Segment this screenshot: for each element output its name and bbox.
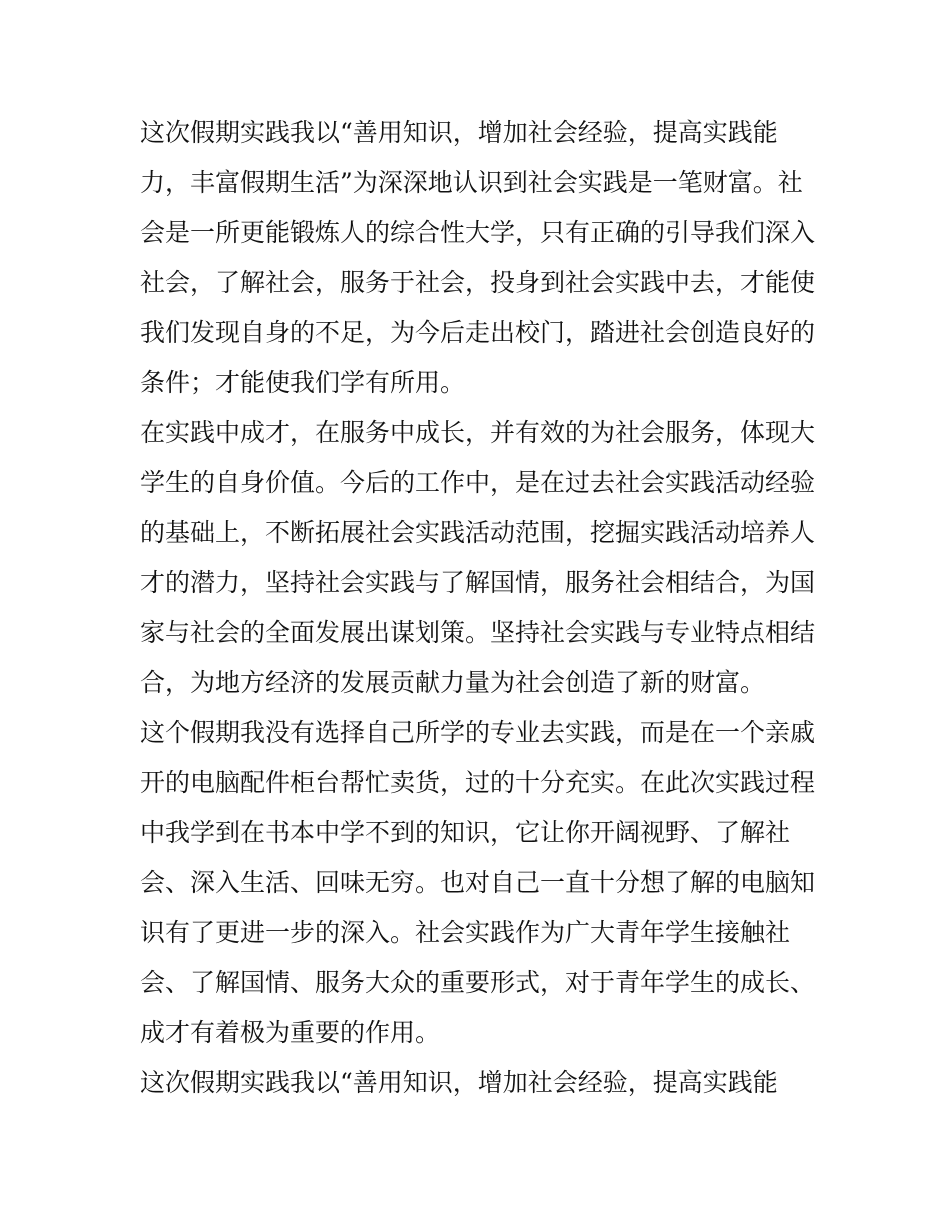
text-line: 会、了解国情、服务大众的重要形式，对于青年学生的成长、	[140, 968, 815, 997]
text-line: 我们发现自身的不足，为今后走出校门，踏进社会创造良好的	[140, 318, 815, 347]
text-line: 这个假期我没有选择自己所学的专业去实践，而是在一个亲戚	[140, 718, 815, 747]
text-line: 会是一所更能锻炼人的综合性大学，只有正确的引导我们深入	[140, 218, 815, 247]
text-line: 的基础上，不断拓展社会实践活动范围，挖掘实践活动培养人	[140, 518, 815, 547]
text-line: 力，丰富假期生活”为深深地认识到社会实践是一笔财富。社	[140, 168, 803, 197]
text-line: 在实践中成才，在服务中成长，并有效的为社会服务，体现大	[140, 418, 815, 447]
document-body	[140, 108, 815, 1108]
text-line: 开的电脑配件柜台帮忙卖货，过的十分充实。在此次实践过程	[140, 768, 815, 797]
text-line: 这次假期实践我以“善用知识，增加社会经验，提高实践能	[140, 1068, 778, 1097]
text-line: 成才有着极为重要的作用。	[140, 1018, 441, 1047]
text-line: 合，为地方经济的发展贡献力量为社会创造了新的财富。	[140, 668, 766, 697]
text-line: 会、深入生活、回味无穷。也对自己一直十分想了解的电脑知	[140, 868, 815, 897]
text-line: 这次假期实践我以“善用知识，增加社会经验，提高实践能	[140, 118, 778, 147]
text-line: 才的潜力，坚持社会实践与了解国情，服务社会相结合，为国	[140, 568, 815, 597]
text-line: 识有了更进一步的深入。社会实践作为广大青年学生接触社	[140, 918, 791, 947]
text-line: 社会，了解社会，服务于社会，投身到社会实践中去，才能使	[140, 268, 815, 297]
text-line: 家与社会的全面发展出谋划策。坚持社会实践与专业特点相结	[140, 618, 815, 647]
text-line: 条件；才能使我们学有所用。	[140, 368, 466, 397]
text-line: 学生的自身价值。今后的工作中，是在过去社会实践活动经验	[140, 468, 815, 497]
text-line: 中我学到在书本中学不到的知识，它让你开阔视野、了解社	[140, 818, 791, 847]
